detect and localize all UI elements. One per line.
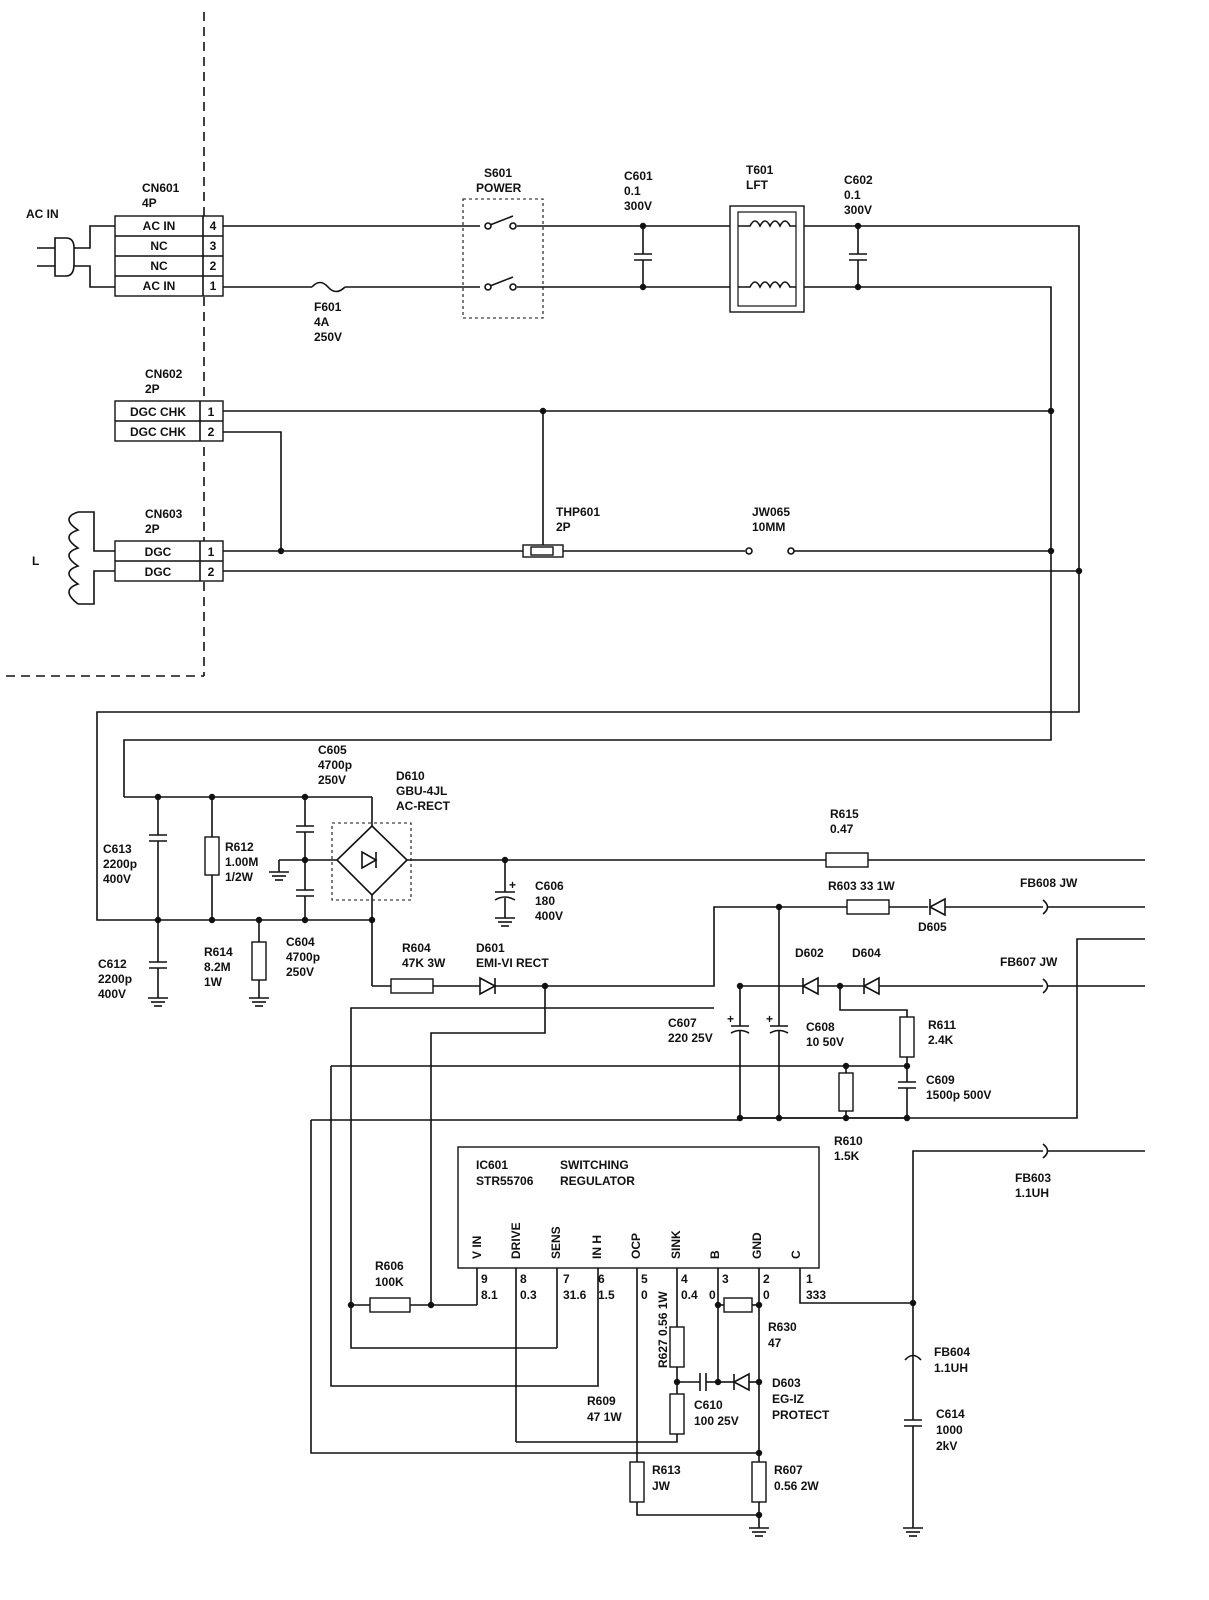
- fb603-ref: FB603: [1015, 1171, 1052, 1185]
- ic601-pin3-num: 3: [722, 1272, 729, 1286]
- t601-ref: T601: [746, 163, 774, 177]
- ic601-part: STR55706: [476, 1174, 534, 1188]
- cn603-pin1-label: DGC: [144, 545, 172, 559]
- cn602-pin2-label: DGC CHK: [130, 425, 186, 439]
- cn602-pin1-label: DGC CHK: [130, 405, 186, 419]
- ferrite-fb604: [905, 1303, 970, 1420]
- f601-voltage: 250V: [314, 330, 343, 344]
- ic601-pin7-volt: 31.6: [563, 1288, 587, 1302]
- cn602-pin2-num: 2: [207, 425, 215, 439]
- c614-value: 1000: [936, 1423, 963, 1437]
- ic601-pin4-volt: 0.4: [681, 1288, 698, 1302]
- capacitor-c602: [844, 173, 873, 290]
- c612-value: 2200p: [98, 972, 133, 986]
- resistor-r610: [834, 1066, 863, 1163]
- ic601-switching-regulator: [458, 1147, 819, 1268]
- c606-ref: C606: [535, 879, 564, 893]
- c612-ref: C612: [98, 957, 127, 971]
- resistor-r603: [828, 879, 895, 914]
- c607-plus: +: [727, 1012, 735, 1026]
- c614-ref: C614: [936, 1407, 965, 1421]
- c605-ref: C605: [318, 743, 347, 757]
- r607-value: 0.56 2W: [774, 1479, 819, 1493]
- ic601-pin-b-name: B: [708, 1250, 722, 1259]
- c612-voltage: 400V: [98, 987, 127, 1001]
- ic601-pin8-num: 8: [520, 1272, 527, 1286]
- connector-cn602: [115, 367, 223, 441]
- c614-voltage: 2kV: [936, 1439, 958, 1453]
- d610-part: GBU-4JL: [396, 784, 448, 798]
- s601-name: POWER: [476, 181, 522, 195]
- r607-ref: R607: [774, 1463, 803, 1477]
- c613-voltage: 400V: [103, 872, 132, 886]
- cn601-pin3-num: 3: [209, 239, 217, 253]
- cn603-pins: 2P: [145, 522, 160, 536]
- ic601-pin-sens-name: SENS: [549, 1226, 563, 1259]
- ic601-pin-vin-name: V IN: [470, 1235, 484, 1259]
- fb604-value: 1.1UH: [934, 1361, 969, 1375]
- r615-ref: R615: [830, 807, 859, 821]
- ic601-pin6-num: 6: [598, 1272, 605, 1286]
- resistor-r607: [749, 1462, 819, 1536]
- resistor-r613: [630, 1462, 759, 1515]
- capacitor-c605: [296, 743, 352, 860]
- ac-line-bottom: [124, 287, 1051, 797]
- ic601-pin1-volt: 333: [806, 1288, 827, 1302]
- ic601-pin-c-name: C: [789, 1250, 803, 1259]
- c613-value: 2200p: [103, 857, 138, 871]
- c605-voltage: 250V: [318, 773, 347, 787]
- ac-in-label: AC IN: [26, 207, 59, 221]
- c602-ref: C602: [844, 173, 873, 187]
- c606-plus: +: [509, 878, 517, 892]
- d604-ref: D604: [852, 946, 881, 960]
- c610-ref: C610: [694, 1398, 723, 1412]
- r610-value: 1.5K: [834, 1149, 860, 1163]
- cn602-ref: CN602: [145, 367, 183, 381]
- c607-value: 220 25V: [668, 1031, 713, 1045]
- thp601-ref: THP601: [556, 505, 601, 519]
- c606-voltage: 400V: [535, 909, 564, 923]
- ic601-title-1: SWITCHING: [560, 1158, 629, 1172]
- r606-ref: R606: [375, 1259, 404, 1273]
- r610-ref: R610: [834, 1134, 863, 1148]
- d602-ref: D602: [795, 946, 824, 960]
- f601-current: 4A: [314, 315, 330, 329]
- c601-value: 0.1: [624, 184, 641, 198]
- cn601-pin2-num: 2: [209, 259, 217, 273]
- c604-value: 4700p: [286, 950, 321, 964]
- jumper-jw065: [746, 505, 794, 554]
- diode-d605: [918, 899, 947, 934]
- fb604-ref: FB604: [934, 1345, 971, 1359]
- r613-value: JW: [652, 1479, 670, 1493]
- s601-ref: S601: [484, 166, 513, 180]
- d603-part: EG-IZ: [772, 1392, 804, 1406]
- r612-ref: R612: [225, 840, 254, 854]
- r604-ref: R604: [402, 941, 431, 955]
- ferrite-fb607: [1000, 955, 1058, 993]
- c608-ref: C608: [806, 1020, 835, 1034]
- capacitor-c609: [898, 1073, 991, 1118]
- c606-value: 180: [535, 894, 556, 908]
- d601-type: EMI-VI RECT: [476, 956, 549, 970]
- capacitor-c608: [766, 907, 844, 1118]
- r613-ref: R613: [652, 1463, 681, 1477]
- ic601-pin1-num: 1: [806, 1272, 813, 1286]
- thp601-pins: 2P: [556, 520, 571, 534]
- switch-s601: [463, 166, 543, 318]
- ic601-pin5-volt: 0: [641, 1288, 648, 1302]
- c607-ref: C607: [668, 1016, 697, 1030]
- fb607-label: FB607 JW: [1000, 955, 1058, 969]
- jw065-length: 10MM: [752, 520, 786, 534]
- cn603-pin1-num: 1: [207, 545, 215, 559]
- cn601-pin3-label: NC: [150, 239, 168, 253]
- resistor-r611: [900, 1017, 956, 1057]
- ic601-pin-ocp-name: OCP: [629, 1232, 643, 1259]
- c608-value: 10 50V: [806, 1035, 845, 1049]
- cn603-ref: CN603: [145, 507, 183, 521]
- capacitor-c601: [624, 169, 653, 290]
- c609-ref: C609: [926, 1073, 955, 1087]
- f601-ref: F601: [314, 300, 342, 314]
- r614-value: 8.2M: [204, 960, 231, 974]
- ic601-ref: IC601: [476, 1158, 509, 1172]
- capacitor-c607: [668, 986, 749, 1118]
- r609-value: 47 1W: [587, 1410, 622, 1424]
- c609-value: 1500p 500V: [926, 1088, 992, 1102]
- resistor-r615: [826, 807, 1145, 867]
- r630-value: 47: [768, 1336, 782, 1350]
- c602-value: 0.1: [844, 188, 861, 202]
- r609-ref: R609: [587, 1394, 616, 1408]
- ic601-pin6-volt: 1.5: [598, 1288, 615, 1302]
- ferrite-fb608: [1020, 876, 1078, 914]
- ic601-pin-inh-name: IN H: [590, 1235, 604, 1259]
- capacitor-c606: [495, 860, 564, 926]
- ic601-pin3-volt: 0: [709, 1288, 716, 1302]
- cn602-pin1-num: 1: [207, 405, 215, 419]
- thermistor-thp601: [523, 411, 600, 557]
- d601-ref: D601: [476, 941, 505, 955]
- c604-voltage: 250V: [286, 965, 315, 979]
- resistor-r612: [205, 797, 258, 920]
- r612-value: 1.00M: [225, 855, 259, 869]
- cn601-pin1-label: AC IN: [142, 279, 176, 293]
- cn601-ref: CN601: [142, 181, 180, 195]
- r614-ref: R614: [204, 945, 233, 959]
- ic601-pin2-volt: 0: [763, 1288, 770, 1302]
- ic601-pin-drive-name: DRIVE: [509, 1222, 523, 1259]
- r627-label: R627 0.56 1W: [656, 1291, 670, 1368]
- c613-ref: C613: [103, 842, 132, 856]
- r630-ref: R630: [768, 1320, 797, 1334]
- t601-type: LFT: [746, 178, 768, 192]
- ic601-pin4-num: 4: [681, 1272, 688, 1286]
- resistor-r609: [516, 1394, 684, 1442]
- ic601-pin-gnd-name: GND: [750, 1232, 764, 1259]
- bridge-rectifier-d610: [332, 769, 451, 986]
- ac-line-top: [97, 226, 1079, 920]
- capacitor-c614: [903, 1407, 965, 1536]
- coil-label: L: [32, 554, 40, 568]
- r606-value: 100K: [375, 1275, 404, 1289]
- d603-ref: D603: [772, 1376, 801, 1390]
- ferrite-fb603: [913, 1144, 1145, 1303]
- d603-type: PROTECT: [772, 1408, 830, 1422]
- c601-ref: C601: [624, 169, 653, 183]
- cn602-pins: 2P: [145, 382, 160, 396]
- ic601-pin8-volt: 0.3: [520, 1288, 537, 1302]
- cn601-pins: 4P: [142, 196, 157, 210]
- c604-ref: C604: [286, 935, 315, 949]
- connector-cn601: [115, 181, 223, 296]
- ic601-pin5-num: 5: [641, 1272, 648, 1286]
- ic601-pins: [477, 1268, 913, 1462]
- ic601-pin-sink-name: SINK: [669, 1230, 683, 1259]
- cn601-pin2-label: NC: [150, 259, 168, 273]
- d605-ref: D605: [918, 920, 947, 934]
- c605-value: 4700p: [318, 758, 353, 772]
- cn601-pin1-num: 1: [209, 279, 217, 293]
- ic601-title-2: REGULATOR: [560, 1174, 635, 1188]
- degauss-coil-l: [32, 512, 115, 604]
- c608-plus: +: [766, 1012, 774, 1026]
- cn601-pin4-num: 4: [209, 219, 217, 233]
- r603-label: R603 33 1W: [828, 879, 895, 893]
- fb608-label: FB608 JW: [1020, 876, 1078, 890]
- resistor-r630: [715, 1298, 797, 1350]
- fb603-value: 1.1UH: [1015, 1186, 1050, 1200]
- resistor-r627: [656, 1291, 684, 1394]
- c601-voltage: 300V: [624, 199, 653, 213]
- connector-cn603: [115, 507, 223, 581]
- cn601-pin4-label: AC IN: [142, 219, 176, 233]
- jw065-ref: JW065: [752, 505, 791, 519]
- fuse-f601: [312, 283, 345, 345]
- r611-ref: R611: [928, 1018, 957, 1032]
- r604-value: 47K 3W: [402, 956, 446, 970]
- cn603-pin2-label: DGC: [144, 565, 172, 579]
- ac-plug: [26, 207, 115, 287]
- c610-value: 100 25V: [694, 1414, 739, 1428]
- resistor-r614: [204, 920, 269, 1006]
- ic601-pin7-num: 7: [563, 1272, 570, 1286]
- ic601-pin9-num: 9: [481, 1272, 488, 1286]
- ic601-pin2-num: 2: [763, 1272, 770, 1286]
- c602-voltage: 300V: [844, 203, 873, 217]
- capacitor-c613: [103, 797, 167, 920]
- r612-power: 1/2W: [225, 870, 254, 884]
- line-filter-t601: [730, 163, 804, 312]
- r614-power: 1W: [204, 975, 222, 989]
- r611-value: 2.4K: [928, 1033, 954, 1047]
- ic601-pin9-volt: 8.1: [481, 1288, 498, 1302]
- d610-type: AC-RECT: [396, 799, 450, 813]
- r615-value: 0.47: [830, 822, 854, 836]
- d610-ref: D610: [396, 769, 425, 783]
- capacitor-c612: [98, 920, 168, 1006]
- cn603-pin2-num: 2: [207, 565, 215, 579]
